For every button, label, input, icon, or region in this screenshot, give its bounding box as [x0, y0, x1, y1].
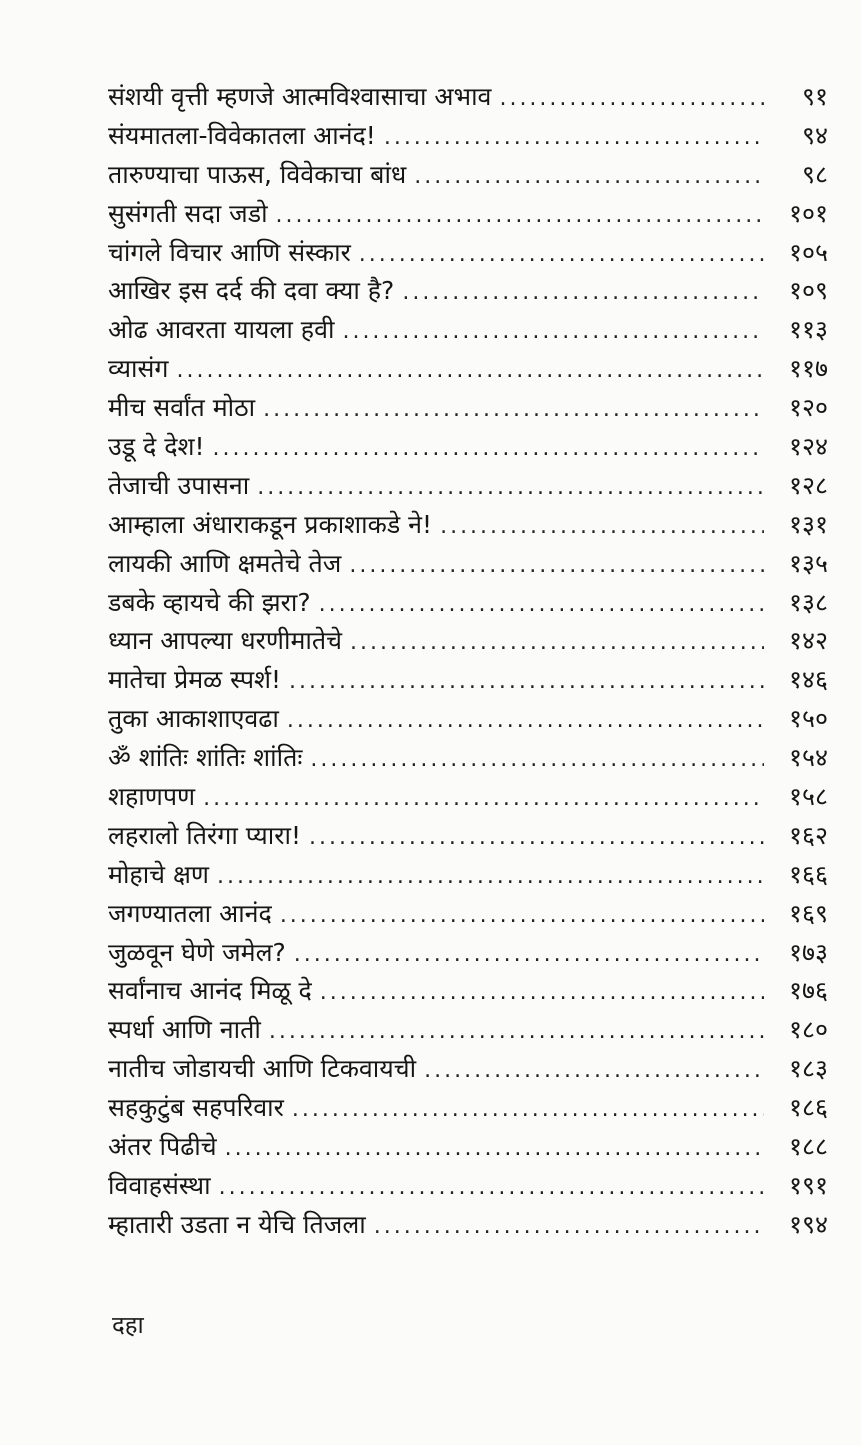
toc-entry	[108, 661, 828, 700]
dot-leader	[225, 1130, 764, 1167]
toc-entry-title: ओढ आवरता यायला हवी	[108, 315, 335, 345]
toc-entry-title: तुका आकाशाएवढा	[108, 704, 279, 734]
toc-entry-page-number: १०९	[788, 276, 828, 306]
toc-entry	[108, 778, 828, 817]
toc-entry-title: सर्वांनाच आनंद मिळू दे	[108, 976, 312, 1006]
dot-leader	[309, 819, 764, 856]
toc-entry	[108, 389, 828, 428]
toc-entry-title: तारुण्याचा पाऊस, विवेकाचा बांध	[108, 159, 407, 189]
toc-entry-page-number: १४६	[788, 665, 828, 695]
toc-entry-page-number: १८०	[788, 1015, 828, 1045]
toc-entry	[108, 817, 828, 856]
toc-entry-title: म्हातारी उडता न येचि तिजला	[108, 1209, 366, 1239]
dot-leader	[257, 469, 764, 506]
dot-leader	[414, 158, 764, 195]
toc-entry-page-number: १५८	[788, 782, 828, 812]
toc-entry-title: मोहाचे क्षण	[108, 859, 209, 889]
toc-entry-page-number: १८६	[788, 1093, 828, 1123]
toc-entry-page-number: १२८	[788, 470, 828, 500]
toc-entry-page-number: १३१	[788, 509, 828, 539]
toc-entry-title: लायकी आणि क्षमतेचे तेज	[108, 548, 342, 578]
toc-entry	[108, 311, 828, 350]
toc-entry-title: आखिर इस दर्द की दवा क्या है?	[108, 276, 395, 306]
toc-entry	[108, 972, 828, 1011]
dot-leader	[424, 1052, 764, 1089]
toc-entry-page-number: १६२	[788, 820, 828, 850]
toc-entry-page-number: १३८	[788, 587, 828, 617]
dot-leader	[269, 1013, 764, 1050]
dot-leader	[294, 936, 764, 973]
dot-leader	[217, 858, 764, 895]
toc-entry-page-number: ९१	[801, 82, 828, 111]
dot-leader	[440, 508, 764, 545]
toc-entry-page-number: १०१	[788, 198, 828, 228]
dot-leader	[402, 274, 764, 311]
toc-entry-page-number: १५४	[788, 743, 828, 773]
dot-leader	[320, 974, 764, 1011]
toc-entry-page-number: ९८	[801, 159, 828, 189]
toc-entry	[108, 584, 828, 623]
toc-entry	[108, 1050, 828, 1089]
dot-leader	[276, 197, 764, 234]
toc-entry	[108, 545, 828, 584]
toc-entry	[108, 1128, 828, 1167]
toc-entry-title: संशयी वृत्ती म्हणजे आत्मविश्वासाचा अभाव	[108, 82, 492, 111]
toc-entry-title: अंतर पिढीचे	[108, 1132, 217, 1162]
toc-entry	[108, 506, 828, 545]
toc-entry	[108, 1011, 828, 1050]
dot-leader	[342, 313, 764, 350]
dot-leader	[213, 430, 764, 467]
toc-entry-title: मातेचा प्रेमळ स्पर्श!	[108, 665, 282, 695]
toc-entry	[108, 272, 828, 311]
page-number-footer: दहा	[112, 1311, 144, 1339]
toc-entry	[108, 156, 828, 195]
dot-leader	[280, 897, 764, 934]
toc-entry-page-number: १६६	[788, 859, 828, 889]
toc-entry-page-number: १७३	[788, 937, 828, 967]
toc-entry-page-number: १२०	[788, 393, 828, 423]
toc-entry	[108, 1089, 828, 1128]
toc-entry-title: डबके व्हायचे की झरा?	[108, 587, 311, 617]
toc-entry-title: ॐ शांतिः शांतिः शांतिः	[108, 743, 303, 773]
dot-leader	[287, 702, 764, 739]
toc-entry	[108, 934, 828, 973]
dot-leader	[289, 663, 764, 700]
toc-entry	[108, 1167, 828, 1206]
toc-entry-page-number: १८३	[788, 1054, 828, 1084]
dot-leader	[310, 741, 764, 778]
toc-entry-page-number: १५०	[788, 704, 828, 734]
toc-entry-title: मीच सर्वांत मोठा	[108, 393, 256, 423]
toc-entry-page-number: १०५	[788, 237, 828, 267]
toc-entry-title: शहाणपण	[108, 782, 196, 812]
toc-entry	[108, 1206, 828, 1245]
dot-leader	[349, 547, 764, 584]
toc-entry-title: नातीच जोडायची आणि टिकवायची	[108, 1054, 417, 1084]
dot-leader	[203, 780, 764, 817]
toc-entry	[108, 622, 828, 661]
toc-entry-title: संयमातला-विवेकातला आनंद!	[108, 120, 376, 150]
toc-entry-title: लहरालो तिरंगा प्यारा!	[108, 820, 301, 850]
toc-entry-page-number: ११७	[788, 354, 828, 384]
toc-entry	[108, 700, 828, 739]
toc-entry	[108, 428, 828, 467]
toc-entry-title: आम्हाला अंधाराकडून प्रकाशाकडे ने!	[108, 509, 433, 539]
toc-entry	[108, 856, 828, 895]
toc-entry	[108, 195, 828, 234]
dot-leader	[350, 624, 764, 661]
stray-ink-mark	[622, 38, 636, 48]
toc-entry-page-number: ११३	[788, 315, 828, 345]
toc-entry-page-number: १९४	[788, 1209, 828, 1239]
toc-entry	[108, 467, 828, 506]
toc-entry-title: स्पर्धा आणि नाती	[108, 1015, 261, 1045]
toc-entry	[108, 350, 828, 389]
dot-leader	[384, 119, 764, 156]
toc-entry-title: तेजाची उपासना	[108, 470, 250, 500]
toc-entry-title: व्यासंग	[108, 354, 169, 384]
dot-leader	[359, 236, 764, 273]
toc-entry-page-number: १९१	[788, 1170, 828, 1200]
toc-entry	[108, 117, 828, 156]
dot-leader	[319, 586, 764, 623]
toc-entry-title: सहकुटुंब सहपरिवार	[108, 1093, 284, 1123]
dot-leader	[177, 352, 764, 389]
toc-entry-title: उडू दे देश!	[108, 432, 205, 462]
toc-entry-title: सुसंगती सदा जडो	[108, 198, 268, 228]
toc-entry	[108, 78, 828, 117]
toc-entry-page-number: १६९	[788, 898, 828, 928]
toc-entry-title: जगण्यातला आनंद	[108, 898, 272, 928]
toc-entry-page-number: ९४	[801, 120, 828, 150]
toc-entry-title: विवाहसंस्था	[108, 1170, 211, 1200]
toc-entry	[108, 739, 828, 778]
dot-leader	[219, 1169, 764, 1206]
toc-entry-title: ध्यान आपल्या धरणीमातेचे	[108, 626, 342, 656]
toc-entry-page-number: १२४	[788, 432, 828, 462]
dot-leader	[292, 1091, 764, 1128]
toc-entry	[108, 895, 828, 934]
table-of-contents	[108, 78, 828, 1245]
toc-entry-page-number: १३५	[788, 548, 828, 578]
toc-entry-page-number: १८८	[788, 1132, 828, 1162]
toc-entry-title: जुळवून घेणे जमेल?	[108, 937, 286, 967]
toc-entry	[108, 234, 828, 273]
dot-leader	[263, 391, 764, 428]
toc-entry-page-number: १७६	[788, 976, 828, 1006]
toc-entry-title: चांगले विचार आणि संस्कार	[108, 237, 351, 267]
dot-leader	[374, 1208, 764, 1245]
dot-leader	[499, 80, 764, 117]
toc-entry-page-number: १४२	[788, 626, 828, 656]
